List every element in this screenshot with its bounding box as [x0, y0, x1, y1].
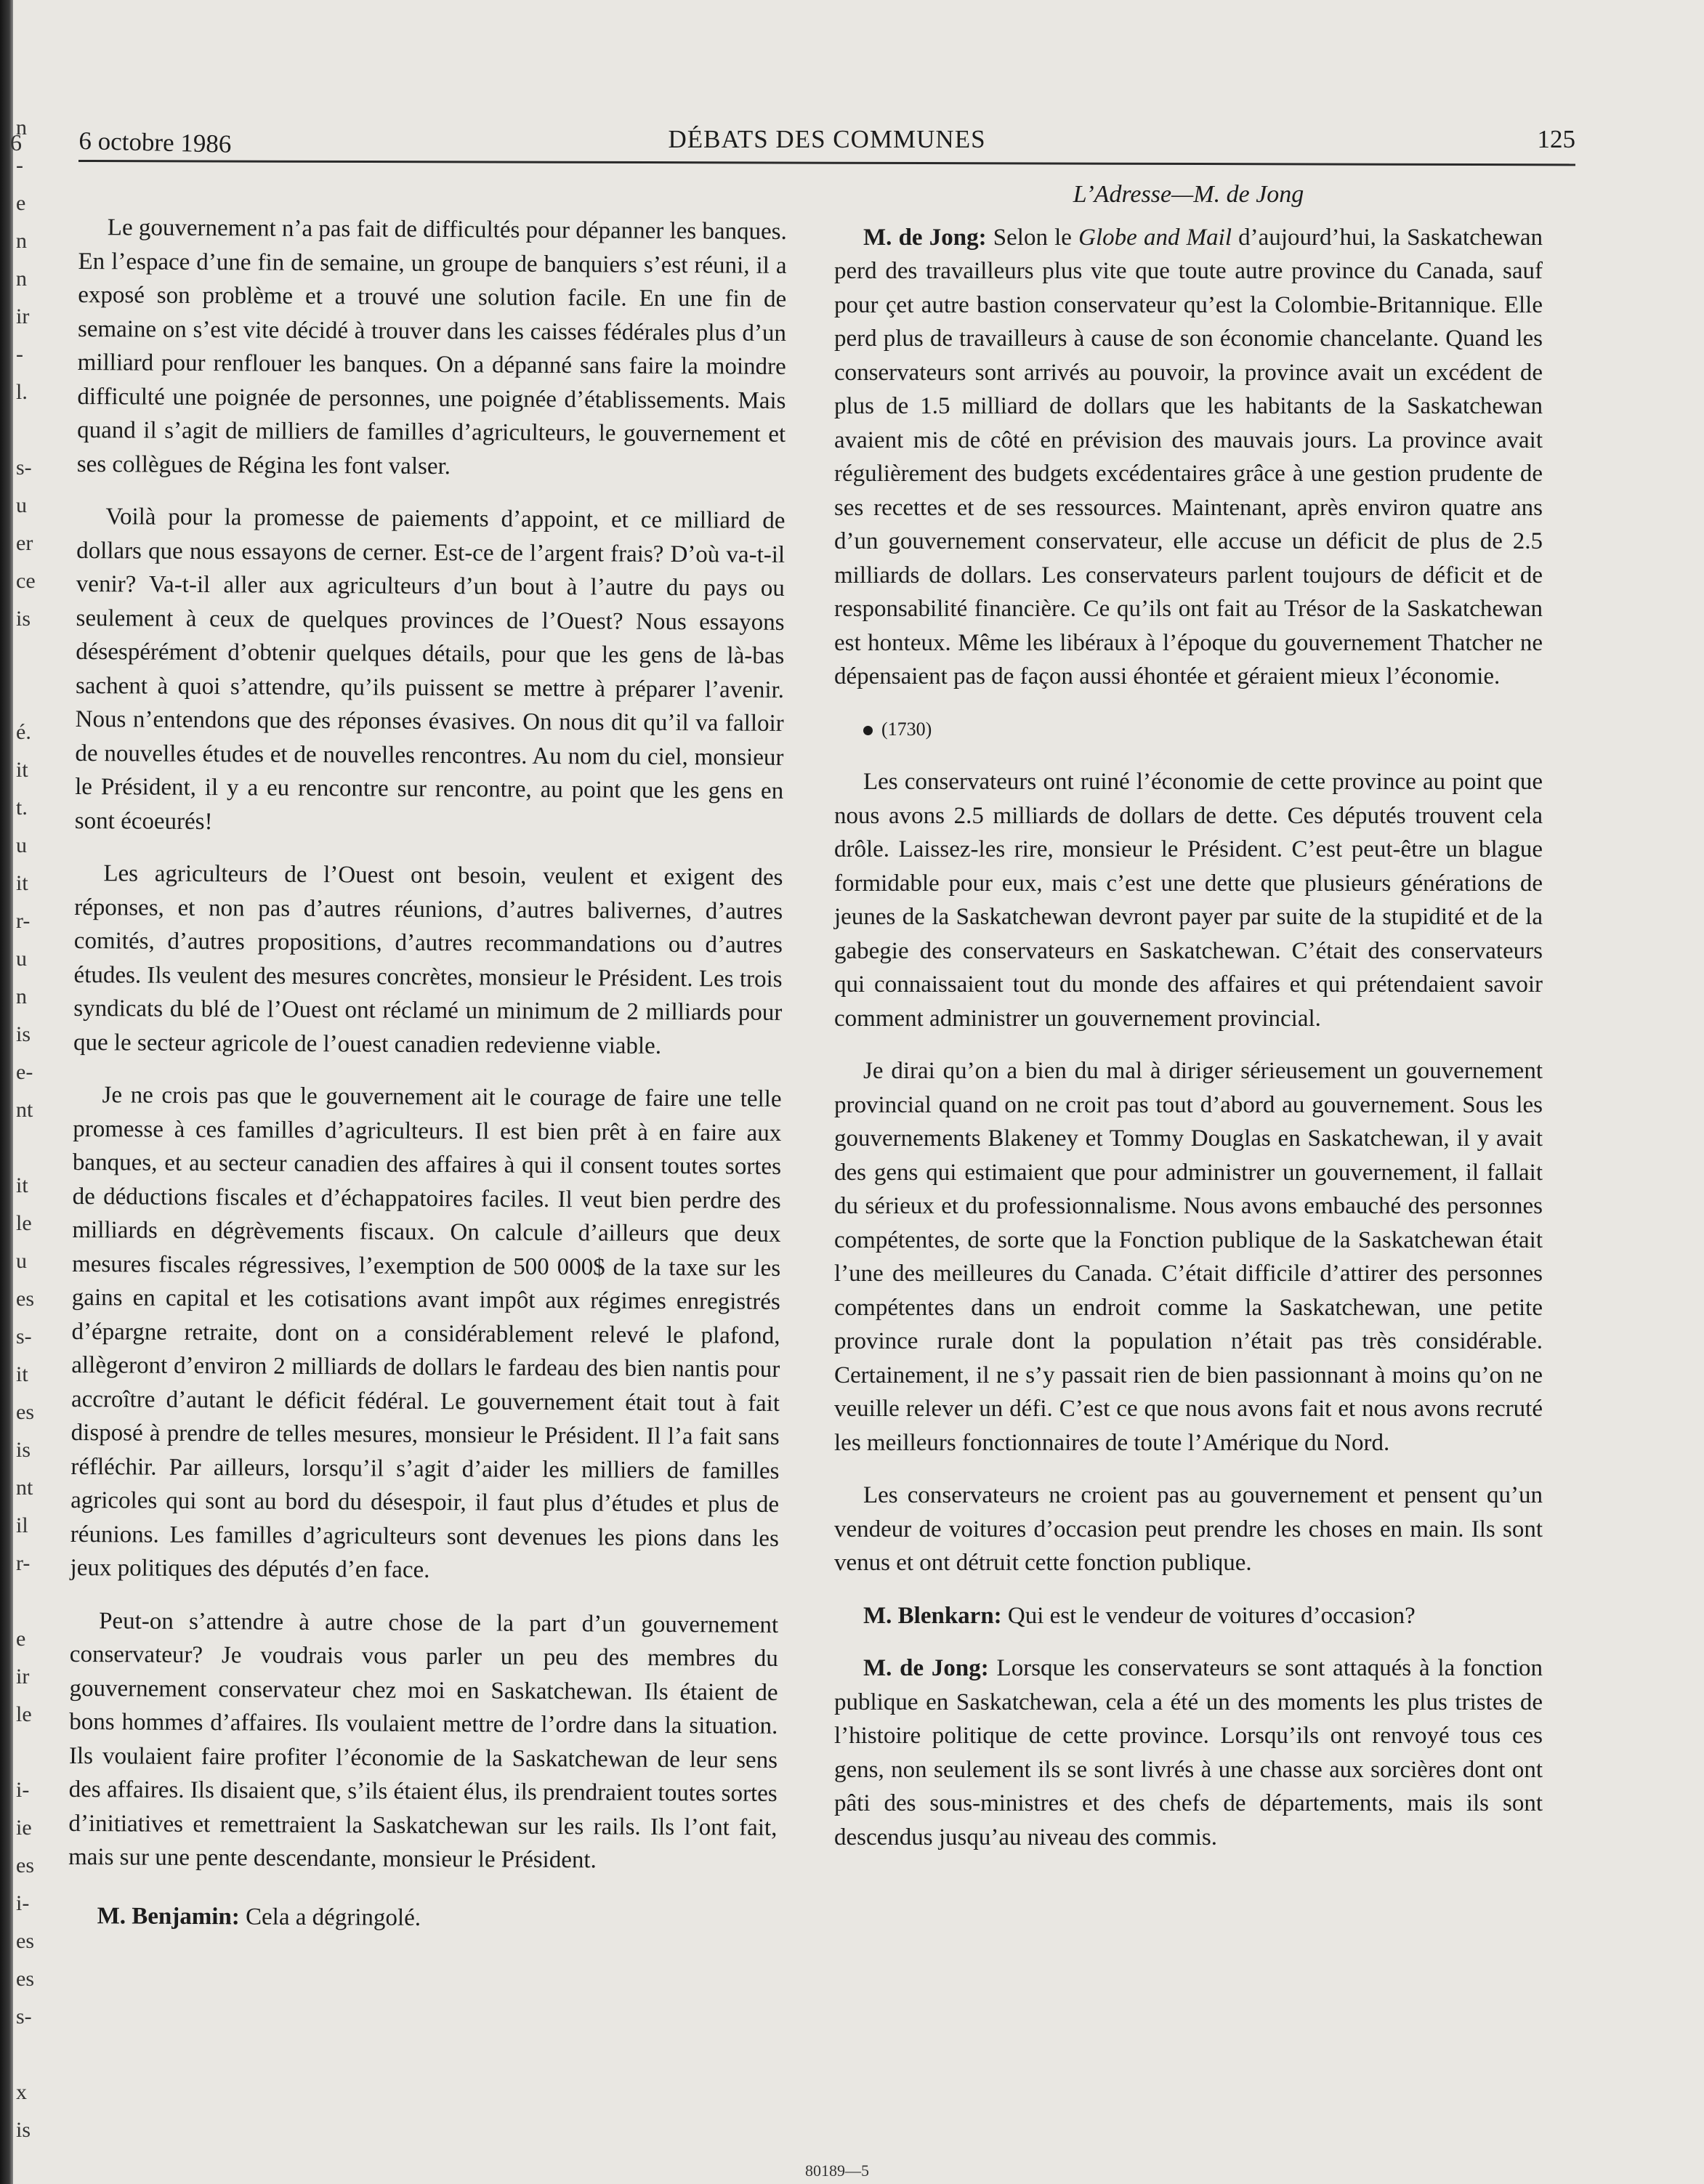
interjection-blenkarn: [834, 1599, 1543, 1633]
facing-fragment: s-: [16, 456, 32, 480]
facing-fragment: ir: [16, 304, 30, 328]
facing-fragment: [16, 676, 60, 713]
facing-fragment: es: [16, 1287, 34, 1311]
facing-fragment: t.: [16, 796, 28, 820]
time-marker-text: (1730): [881, 718, 932, 740]
paragraph: Les conservateurs ont ruiné l’économie de cette province au point que nous avons 2.5 milliards de dollars de dette. Ces députés trouvent cela drôle. Laissez-les rire, monsieur le Président. C’est peut-être un blague formidable pour eux, mais c’est une dette que plusieurs générations de jeunes de la Saskatchewan devront payer par suite de la stupidité et de la gabegie des conservateurs en Saskatchewan. C’était des conservateurs qui connaissaient tout du monde des affaires et qui prétendaient savoir comment administrer un gouvernement provincial.: [834, 769, 1543, 1032]
paragraph: Peut-on s’attendre à autre chose de la part d’un gouvernement conservateur? Je voudrais vous parler un peu des membres du gouvernement conservateur chez moi en Saskatchewan. Ils étaient de bons hommes d’affaires. Ils voulaient mettre de l’ordre dans la situation. Ils voulaient faire profiter l’économie de la Saskatchewan de leur sens des affaires. Ils disaient que, s’ils étaient élus, ils prendraient toutes sortes d’initiatives et remettraient la Saskatchewan sur les rails. Ils l’ont fait, mais sur une pente descendante, monsieur le Président.: [68, 1607, 779, 1874]
facing-fragment: n: [16, 984, 27, 1008]
footer-code: 80189—5: [805, 2161, 869, 2180]
header-date: 6 octobre 1986: [78, 126, 232, 158]
facing-fragment: e: [16, 191, 26, 215]
page-header: [78, 122, 1575, 163]
facing-fragment: u: [16, 947, 27, 971]
paragraph: Le gouvernement n’a pas fait de difficultés pour dépanner les banques. En l’espace d’une fin de semaine, un groupe de banquiers s’est réuni, il a exposé son problème et a trouvé une solution facile. En une fin de semaine on s’est vite décidé à trouver dans les caisses fédérales plus d’un milliard pour renflouer les banques. On a dépanné sans faire la moindre difficulté une poignée de personnes, une poignée d’établissements. Mais quand il s’agit de milliers de familles d’agriculteurs, le gouvernement et ses collègues de Régina les font valser.: [76, 214, 787, 480]
facing-fragment: é.: [16, 720, 31, 744]
speech-de-jong-2: [834, 1651, 1543, 1854]
facing-fragment: le: [16, 1211, 32, 1235]
facing-page-number: 6: [10, 129, 22, 155]
facing-fragment: il: [16, 1513, 28, 1537]
facing-fragment: -: [16, 342, 23, 366]
facing-fragment: -: [16, 153, 23, 177]
facing-fragment: it: [16, 1362, 28, 1386]
speech-text: d’aujourd’hui, la Saskatchewan perd des travailleurs plus vite que toute autre province du Canada, sauf pour çet autre bastion conservateur qu’est la Colombie-Britannique. Elle perd plus de travailleurs à cause de son économie chancelante. Quand les conservateurs sont arrivés au pouvoir, la province avait un excédent de plus de 1.5 milliard de dollars que les habitants de la Saskatchewan avaient mis de côté en prévision des mauvais jours. La province avait régulièrement des budgets excédentaires grâce à une gestion prudente de ses recettes et de ses ressources. Maintenant, après environ quatre ans d’un gouvernement conservateur, elle accuse un déficit de plus de 2.5 milliards de dollars. Les conservateurs parlent toujours de déficit et de responsabilité financière. Ce qu’ils ont fait au Trésor de la Saskatchewan est honteux. Même les libéraux à l’époque du gouvernement Thatcher ne dépensaient pas de façon aussi éhontée et géraient mieux l’économie.: [834, 224, 1543, 689]
right-column: [834, 178, 1543, 1873]
paragraph: Je dirai qu’on a bien du mal à diriger sérieusement un gouvernement provincial quand on ne croit pas tout d’abord au gouvernement. Sous les gouvernements Blakeney et Tommy Douglas en Saskatchewan, il y avait des gens qui estimaient que pour administrer un gouvernement, il fallait du sérieux et du professionnalisme. Nous avons embauché des personnes compétentes, de sorte que la Fonction publique de la Saskatchewan était l’une des meilleures du Canada. C’était difficile d’attirer des personnes compétentes dans un endroit comme la Saskatchewan, une petite province rurale dont la population n’était pas très considérable. Certainement, il ne s’y passait rien de bien passionnant à moins qu’on ne veuille relever un défi. C’est ce que nous avons fait et nous avons recruté les meilleurs fonctionnaires de toute l’Amérique du Nord.: [834, 1058, 1543, 1456]
interjection-text: Qui est le vendeur de voitures d’occasion?: [1001, 1602, 1416, 1629]
facing-page-lines: [16, 109, 60, 2142]
header-title: DÉBATS DES COMMUNES: [668, 125, 986, 153]
facing-fragment: u: [16, 833, 27, 857]
facing-fragment: x: [16, 2080, 27, 2104]
page: [68, 0, 1575, 2184]
facing-fragment: [16, 638, 60, 676]
speaker-name: M. de Jong:: [863, 1655, 989, 1681]
facing-fragment: ie: [16, 1816, 32, 1840]
facing-fragment: es: [16, 1853, 34, 1877]
facing-fragment: le: [16, 1702, 32, 1726]
interjection-text: Cela a dégringolé.: [239, 1903, 421, 1931]
facing-fragment: nt: [16, 1476, 33, 1500]
paragraph: Les agriculteurs de l’Ouest ont besoin, veulent et exigent des réponses, et non pas d’autres réunions, d’autres balivernes, d’autres comités, d’autres propositions, d’autres recommandations ou d’autres études. Ils veulent des mesures concrètes, monsieur le Président. Les trois syndicats du blé de l’Ouest ont réclamé un minimum de 2 milliards pour que le secteur agricole de l’ouest canadien redevienne viable.: [73, 860, 783, 1059]
facing-fragment: r-: [16, 909, 31, 933]
speech-de-jong-1: [834, 221, 1543, 694]
newspaper-title: Globe and Mail: [1078, 224, 1232, 251]
facing-fragment: s-: [16, 1324, 32, 1348]
facing-fragment: i-: [16, 1778, 30, 1802]
facing-fragment: s-: [16, 2005, 32, 2029]
facing-fragment: is: [16, 1022, 31, 1046]
running-head: L’Adresse—M. de Jong: [1073, 181, 1304, 208]
facing-fragment: e: [16, 1627, 26, 1651]
facing-fragment: [16, 1129, 60, 1167]
facing-fragment: n: [16, 267, 27, 291]
facing-fragment: n: [16, 229, 27, 253]
speech-text: Lorsque les conservateurs se sont attaqués à la fonction publique en Saskatchewan, cela a été un des moments les plus tristes de l’histoire politique de cette province. Lorsqu’ils ont renvoyé tous ces gens, non seulement ils se sont livrés à une chasse aux sorcières dont ont pâti des sous-ministres et des chefs de départements, mais ils sont descendus jusqu’au niveau des commis.: [834, 1655, 1543, 1851]
paragraph: Je ne crois pas que le gouvernement ait le courage de faire une telle promesse à ces familles d’agriculteurs. Il est bien prêt à en faire aux banques, et au secteur canadien des affaires à qui il consent toutes sortes de déductions fiscales et d’échappatoires faciles. Il veut bien perdre des milliards en dégrèvements fiscaux. On calcule d’ailleurs que deux mesures fiscales régressives, l’exemption de 500 000$ de la taxe sur les gains en capital et les cotisations avant impôt aux régimes enregistrés d’épargne retraite, dont on a considérablement relevé le plafond, allègeront d’environ 2 milliards de dollars le fardeau des bien nantis pour accroître d’autant le déficit fédéral. Le gouvernement était tout à fait disposé à prendre de telles mesures, monsieur le Président. Il l’a fait sans réfléchir. Par ailleurs, lorsqu’il s’agit d’aider les milliers de familles agricoles qui sont au bord du désespoir, il faut plus d’études et plus de réunions. Les familles d’agriculteurs sont devenues les pions dans les jeux politiques des députés d’en face.: [70, 1082, 782, 1583]
facing-fragment: e-: [16, 1060, 33, 1084]
facing-fragment: [16, 411, 60, 449]
speaker-name: M. Benjamin:: [97, 1902, 240, 1930]
facing-fragment: er: [16, 531, 33, 555]
facing-fragment: is: [16, 1438, 31, 1462]
facing-fragment: [16, 2036, 60, 2074]
facing-page-fragments: [10, 109, 60, 2142]
paragraph: Voilà pour la promesse de paiements d’appoint, et ce milliard de dollars que nous essayons de cerner. Est-ce de l’argent frais? D’où va-t-il venir? Va-t-il aller aux agriculteurs d’un bout à l’autre du pays ou seulement à ceux de quelques provinces de l’Ouest? Nous essayons désespérément d’obtenir quelques détails, pour que les gens de là-bas sachent à quoi s’attendre, qu’ils puissent se mettre à préparer l’avenir. Nous n’entendons que des réponses évasives. On nous dit qu’il va falloir de nouvelles études et de nouvelles rencontres. Au nom du ciel, monsieur le Président, il y a eu rencontre sur rencontre, au point que les gens en sont écoeurés!: [74, 503, 786, 835]
bullet-icon: [863, 726, 873, 735]
facing-fragment: es: [16, 1929, 34, 1953]
facing-fragment: is: [16, 607, 31, 631]
speaker-name: M. Blenkarn:: [863, 1602, 1002, 1629]
facing-fragment: ce: [16, 569, 36, 593]
facing-fragment: u: [16, 493, 27, 517]
facing-fragment: r-: [16, 1551, 31, 1575]
facing-fragment: nt: [16, 1098, 33, 1122]
facing-fragment: l.: [16, 380, 28, 404]
interjection-benjamin: [68, 1898, 777, 1936]
scan-edge: [0, 0, 13, 2184]
speech-text: Selon le: [986, 224, 1079, 251]
time-marker: [834, 713, 1543, 747]
facing-fragment: it: [16, 871, 28, 895]
facing-fragment: u: [16, 1249, 27, 1273]
facing-fragment: es: [16, 1400, 34, 1424]
facing-fragment: [16, 1734, 60, 1771]
facing-fragment: ir: [16, 1665, 30, 1688]
paragraph: Les conservateurs ne croient pas au gouvernement et pensent qu’un vendeur de voitures d’occasion peut prendre les choses en main. Ils sont venus et ont détruit cette fonction publique.: [834, 1482, 1543, 1576]
facing-fragment: it: [16, 758, 28, 782]
speaker-name: M. de Jong:: [863, 224, 987, 251]
facing-fragment: is: [16, 2118, 31, 2142]
left-column: [68, 211, 787, 1956]
page-number: 125: [1537, 125, 1575, 153]
facing-fragment: i-: [16, 1891, 30, 1915]
facing-fragment: es: [16, 1967, 34, 1991]
facing-fragment: [16, 1582, 60, 1620]
facing-fragment: it: [16, 1173, 28, 1197]
facing-fragment: n: [16, 116, 27, 139]
